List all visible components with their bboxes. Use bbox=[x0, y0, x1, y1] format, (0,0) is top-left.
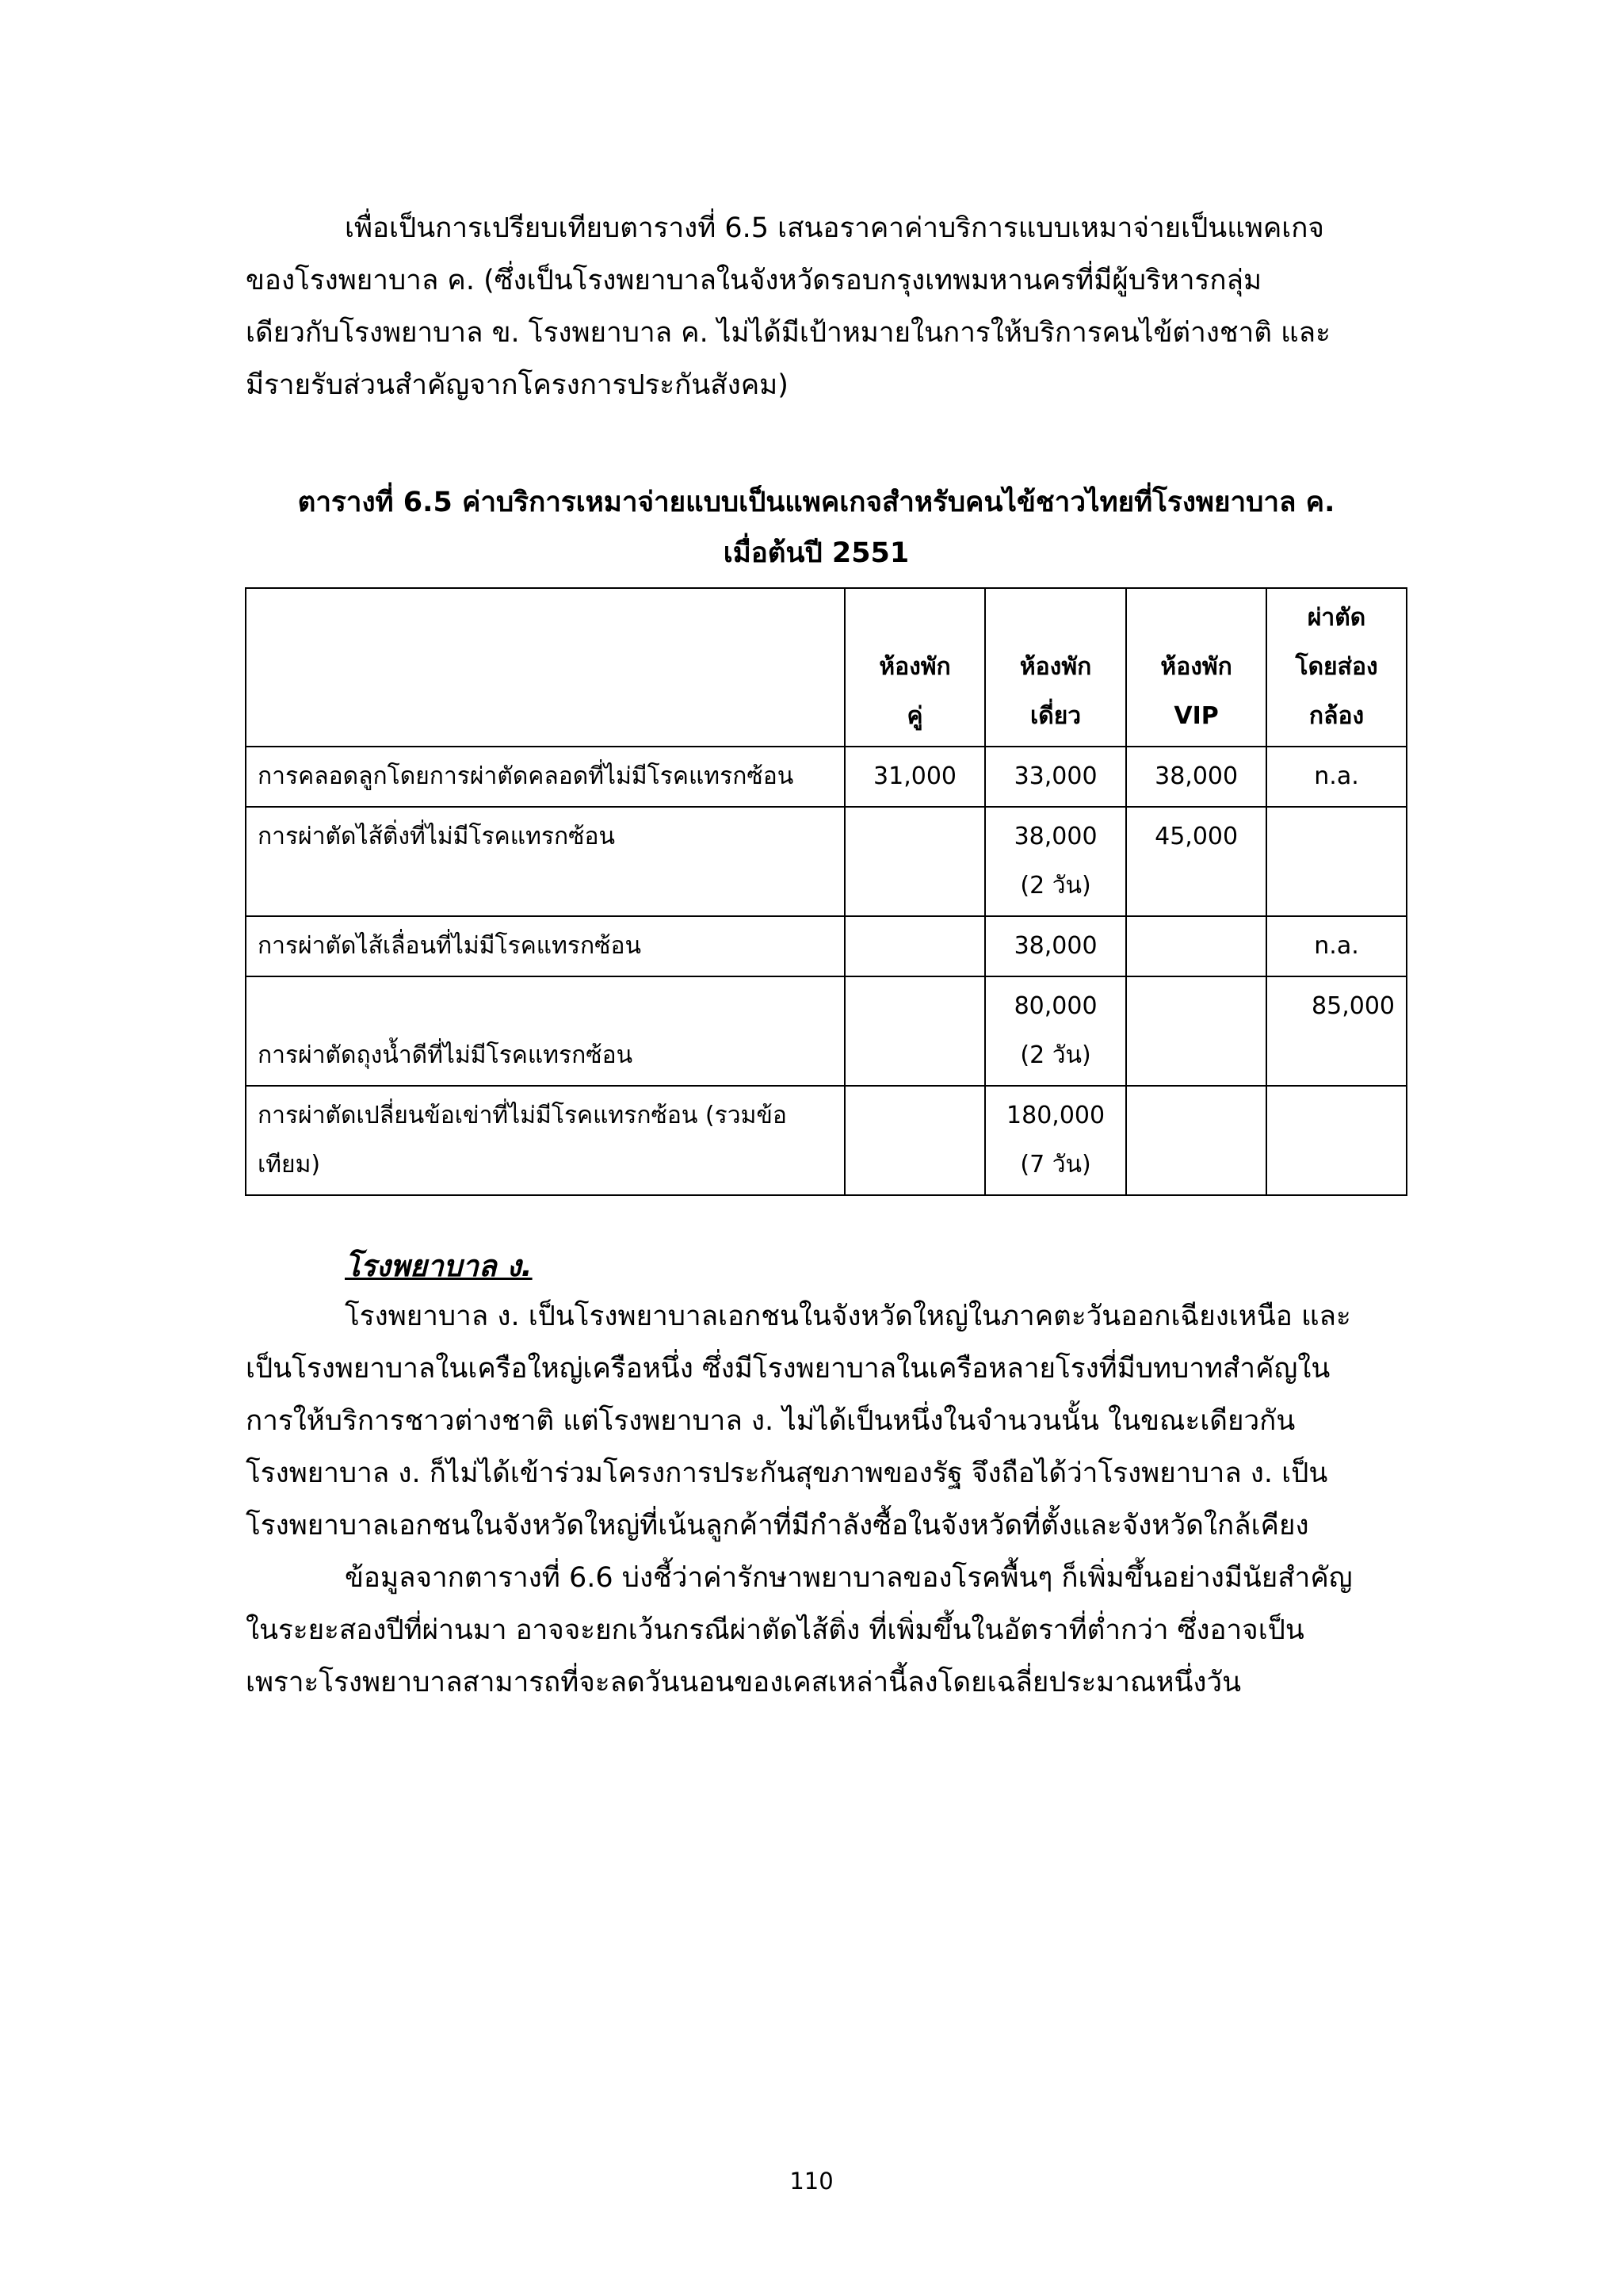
intro-line: เดียวกับโรงพยาบาล ข. โรงพยาบาล ค. ไม่ได้มีเป้าหมายในการให้บริการคนไข้ต่างชาติ และ bbox=[246, 317, 1331, 349]
cell-endoscopic: 85,000 bbox=[1266, 976, 1407, 1086]
section-title: โรงพยาบาล ง. bbox=[345, 1249, 533, 1283]
table-caption-line2: เมื่อต้นปี 2551 bbox=[723, 537, 910, 569]
section-line: โรงพยาบาล ง. ก็ไม่ได้เข้าร่วมโครงการประกันสุขภาพของรัฐ จึงถือได้ว่าโรงพยาบาล ง. เป็น bbox=[246, 1457, 1328, 1489]
header-line: โดยส่อง bbox=[1295, 653, 1378, 681]
cell-double bbox=[845, 1086, 985, 1195]
row-label bbox=[246, 976, 845, 1086]
cell-days: (2 วัน) bbox=[1020, 872, 1091, 900]
cell-single bbox=[985, 1086, 1126, 1195]
cell-double bbox=[845, 916, 985, 976]
cell-vip bbox=[1126, 916, 1266, 976]
intro-line: เพื่อเป็นการเปรียบเทียบตารางที่ 6.5 เสนอราคาค่าบริการแบบเหมาจ่ายเป็นแพคเกจ bbox=[345, 212, 1324, 244]
price-table bbox=[245, 587, 1407, 1196]
cell-single: 33,000 bbox=[985, 747, 1126, 807]
section-line: โรงพยาบาลเอกชนในจังหวัดใหญ่ที่เน้นลูกค้าที่มีกำลังซื้อในจังหวัดที่ตั้งและจังหวัดใกล้เคียง bbox=[246, 1510, 1309, 1541]
header-single-room bbox=[985, 588, 1126, 747]
cell-vip bbox=[1126, 1086, 1266, 1195]
header-line: กล้อง bbox=[1308, 702, 1365, 730]
header-line: VIP bbox=[1174, 702, 1219, 730]
row-label-line: เทียม) bbox=[258, 1151, 321, 1179]
section-line: เป็นโรงพยาบาลในเครือใหญ่เครือหนึ่ง ซึ่งมีโรงพยาบาลในเครือหลายโรงที่มีบทบาทสำคัญใน bbox=[246, 1353, 1331, 1385]
table-header-row bbox=[246, 588, 1407, 747]
cell-double bbox=[845, 807, 985, 916]
cell-vip: 45,000 bbox=[1126, 807, 1266, 916]
cell-endoscopic: n.a. bbox=[1266, 747, 1407, 807]
cell-endoscopic: n.a. bbox=[1266, 916, 1407, 976]
row-label-line: การผ่าตัดไส้ติ่งที่ไม่มีโรคแทรกซ้อน bbox=[258, 823, 616, 850]
table-row bbox=[246, 1086, 1407, 1195]
cell-single bbox=[985, 807, 1126, 916]
header-double-room bbox=[845, 588, 985, 747]
header-line: ห้องพัก bbox=[879, 653, 951, 681]
cell-vip: 38,000 bbox=[1126, 747, 1266, 807]
row-label-line: การผ่าตัดเปลี่ยนข้อเข่าที่ไม่มีโรคแทรกซ้อน (รวมข้อ bbox=[258, 1102, 787, 1129]
intro-line: ของโรงพยาบาล ค. (ซึ่งเป็นโรงพยาบาลในจังหวัดรอบกรุงเทพมหานครที่มีผู้บริหารกลุ่ม bbox=[246, 265, 1262, 296]
row-label bbox=[246, 807, 845, 916]
table-row bbox=[246, 747, 1407, 807]
table-row bbox=[246, 976, 1407, 1086]
cell-price: 38,000 bbox=[1014, 823, 1098, 850]
section-line: ในระยะสองปีที่ผ่านมา อาจจะยกเว้นกรณีผ่าตัดไส้ติ่ง ที่เพิ่มขึ้นในอัตราที่ต่ำกว่า ซึ่งอาจเป็น bbox=[246, 1614, 1304, 1646]
row-label-line: การผ่าตัดถุงน้ำดีที่ไม่มีโรคแทรกซ้อน bbox=[258, 1041, 633, 1069]
intro-paragraph bbox=[246, 202, 1387, 411]
cell-single: 38,000 bbox=[985, 916, 1126, 976]
cell-endoscopic bbox=[1266, 1086, 1407, 1195]
cell-vip bbox=[1126, 976, 1266, 1086]
header-line: เดี่ยว bbox=[1029, 702, 1082, 730]
row-label bbox=[246, 916, 845, 976]
row-label-line: การคลอดลูกโดยการผ่าตัดคลอดที่ไม่มีโรคแทรกซ้อน bbox=[258, 762, 794, 790]
row-label bbox=[246, 747, 845, 807]
header-line: ผ่าตัด bbox=[1307, 604, 1366, 632]
header-endoscopic bbox=[1266, 588, 1407, 747]
table-row bbox=[246, 916, 1407, 976]
cell-days: (2 วัน) bbox=[1020, 1041, 1091, 1069]
table-caption-line1: ตารางที่ 6.5 ค่าบริการเหมาจ่ายแบบเป็นแพคเกจสำหรับคนไข้ชาวไทยที่โรงพยาบาล ค. bbox=[297, 487, 1335, 518]
section-line: ข้อมูลจากตารางที่ 6.6 บ่งชี้ว่าค่ารักษาพยาบาลของโรคพื้นๆ ก็เพิ่มขึ้นอย่างมีนัยสำคัญ bbox=[345, 1562, 1353, 1594]
row-label-line: การผ่าตัดไส้เลื่อนที่ไม่มีโรคแทรกซ้อน bbox=[258, 932, 642, 960]
section-line: โรงพยาบาล ง. เป็นโรงพยาบาลเอกชนในจังหวัดใหญ่ในภาคตะวันออกเฉียงเหนือ และ bbox=[345, 1301, 1351, 1332]
cell-days: (7 วัน) bbox=[1020, 1151, 1091, 1179]
row-label bbox=[246, 1086, 845, 1195]
page-number: 110 bbox=[789, 2168, 834, 2195]
cell-endoscopic bbox=[1266, 807, 1407, 916]
cell-price: 180,000 bbox=[1006, 1102, 1106, 1129]
header-line: ห้องพัก bbox=[1160, 653, 1232, 681]
header-line: คู่ bbox=[907, 702, 923, 730]
table-row bbox=[246, 807, 1407, 916]
table-caption bbox=[246, 477, 1387, 579]
cell-double: 31,000 bbox=[845, 747, 985, 807]
section-line: การให้บริการชาวต่างชาติ แต่โรงพยาบาล ง. ไม่ได้เป็นหนึ่งในจำนวนนั้น ในขณะเดียวกัน bbox=[246, 1405, 1296, 1437]
section-paragraph bbox=[246, 1290, 1387, 1709]
cell-price: 80,000 bbox=[1014, 992, 1098, 1020]
header-line: ห้องพัก bbox=[1019, 653, 1092, 681]
cell-double bbox=[845, 976, 985, 1086]
header-empty bbox=[246, 588, 845, 747]
section-line: เพราะโรงพยาบาลสามารถที่จะลดวันนอนของเคสเหล่านี้ลงโดยเฉลี่ยประมาณหนึ่งวัน bbox=[246, 1667, 1242, 1698]
header-vip-room bbox=[1126, 588, 1266, 747]
intro-line: มีรายรับส่วนสำคัญจากโครงการประกันสังคม) bbox=[246, 369, 789, 401]
cell-single bbox=[985, 976, 1126, 1086]
